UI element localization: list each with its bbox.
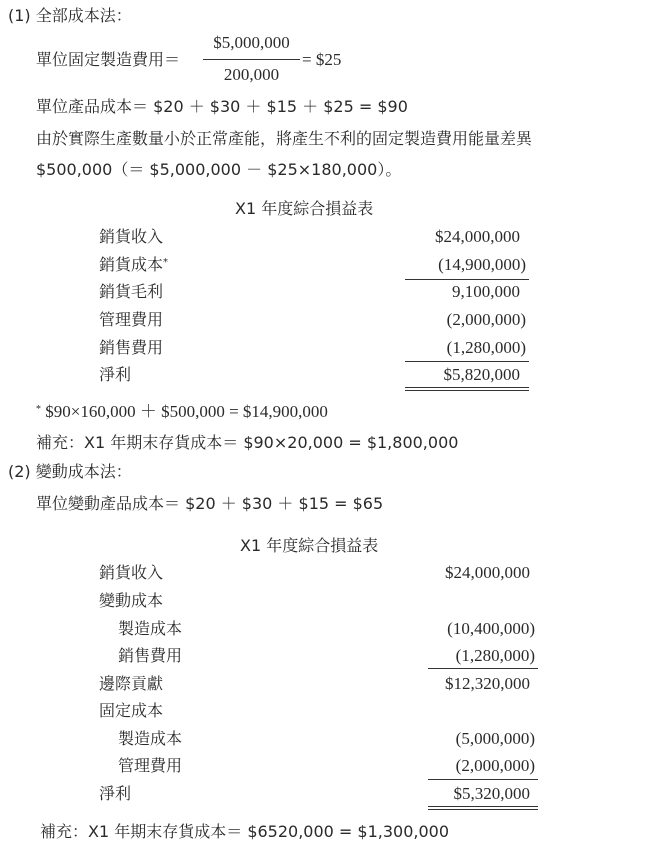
unit-fixed-overhead-label: 單位固定製造費用＝ <box>36 50 181 69</box>
unit-variable-cost-line: 單位變動產品成本＝ $20 ＋ $30 ＋ $15 = $65 <box>36 494 384 513</box>
unit-product-cost-line: 單位產品成本＝ $20 ＋ $30 ＋ $15 ＋ $25 = $90 <box>36 97 408 116</box>
footnote-marker: * <box>36 404 41 415</box>
statement2-row-label: 銷售費用 <box>118 646 183 665</box>
statement1-row-amount: (14,900,000) <box>438 255 526 274</box>
statement2-row-amount: (2,000,000) <box>455 756 535 775</box>
statement1-row-label <box>99 255 168 275</box>
statement2-row-label: 變動成本 <box>99 591 164 610</box>
statement1-row-amount: $24,000,000 <box>435 227 520 246</box>
statement1-title: X1 年度綜合損益表 <box>235 199 374 218</box>
statement1-row-amount: (1,280,000) <box>446 338 526 357</box>
statement2-row-label: 銷貨收入 <box>99 563 164 582</box>
footnote <box>36 402 328 422</box>
statement1-row-amount: 9,100,000 <box>452 282 520 301</box>
part2-heading: (2) 變動成本法： <box>8 462 132 481</box>
statement2-row-amount: $5,320,000 <box>453 784 530 803</box>
variance-line-2: $500,000（＝ $5,000,000 － $25×180,000）。 <box>36 160 402 179</box>
statement2-row-amount: $12,320,000 <box>445 674 530 693</box>
statement2-title: X1 年度綜合損益表 <box>240 536 379 555</box>
statement2-row-label: 製造成本 <box>118 619 183 638</box>
supplement-1: 補充：X1 年期末存貨成本＝ $90×20,000 = $1,800,000 <box>36 433 459 452</box>
statement2-row-amount: $24,000,000 <box>445 563 530 582</box>
footnote-text: $90×160,000 ＋ $500,000 = $14,900,000 <box>45 402 328 421</box>
supplement-2: 補充：X1 年期末存貨成本＝ $6520,000 = $1,300,000 <box>40 822 450 841</box>
subtotal-rule <box>405 279 529 280</box>
statement2-row-label: 邊際貢獻 <box>99 674 164 693</box>
fraction-numerator: $5,000,000 <box>213 33 290 52</box>
row-label-text: 銷貨成本 <box>99 255 164 274</box>
subtotal-rule <box>428 779 538 780</box>
statement2-row-label: 製造成本 <box>118 729 183 748</box>
total-double-rule <box>405 387 529 391</box>
statement1-row-amount: $5,820,000 <box>443 365 520 384</box>
statement2-row-amount: (5,000,000) <box>455 729 535 748</box>
statement1-row-label: 管理費用 <box>99 310 164 329</box>
unit-fixed-overhead-result: = $25 <box>302 50 342 69</box>
fraction-denominator: 200,000 <box>223 65 280 84</box>
variance-line-1: 由於實際生產數量小於正常產能，將產生不利的固定製造費用能量差異 <box>36 129 533 148</box>
statement2-row-label: 固定成本 <box>99 701 164 720</box>
statement2-row-label: 淨利 <box>99 784 132 803</box>
statement1-row-label: 淨利 <box>99 365 132 384</box>
total-double-rule <box>428 806 538 810</box>
statement2-row-label: 管理費用 <box>118 756 183 775</box>
statement1-row-label: 銷售費用 <box>99 338 164 357</box>
fraction-bar <box>203 59 300 60</box>
part1-heading: (1) 全部成本法： <box>8 6 132 25</box>
footnote-marker: * <box>163 257 169 268</box>
statement2-row-amount: (1,280,000) <box>455 646 535 665</box>
statement2-row-amount: (10,400,000) <box>447 619 535 638</box>
unit-fixed-overhead-fraction <box>203 33 300 85</box>
subtotal-rule <box>428 668 538 669</box>
statement1-row-label: 銷貨收入 <box>99 227 164 246</box>
statement1-row-label: 銷貨毛利 <box>99 282 164 301</box>
subtotal-rule <box>405 361 529 362</box>
statement1-row-amount: (2,000,000) <box>446 310 526 329</box>
